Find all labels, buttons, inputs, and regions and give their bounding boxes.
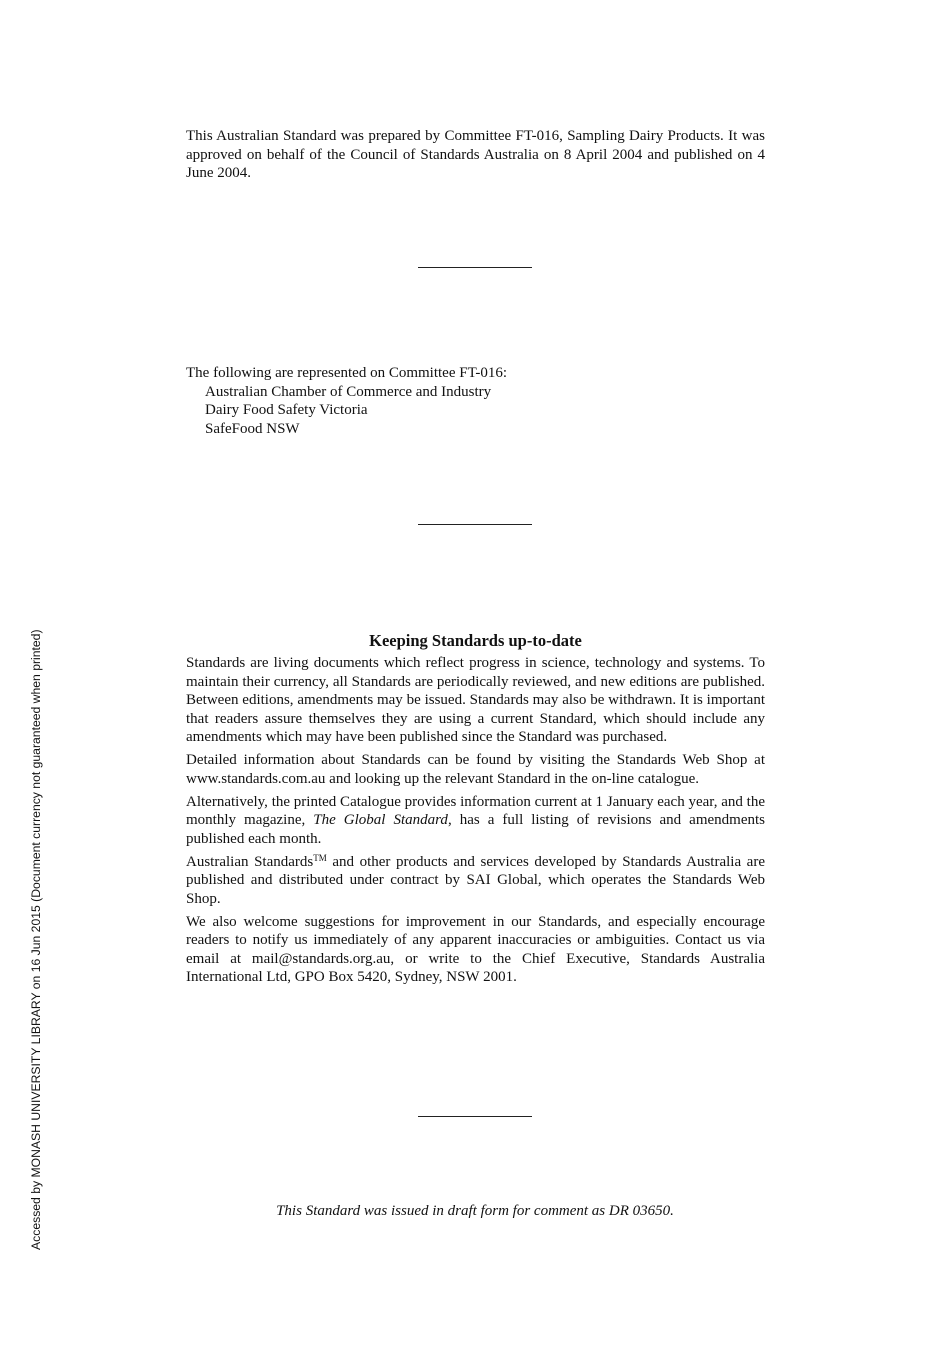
approval-statement: [186, 127, 765, 183]
divider: [418, 267, 532, 268]
paragraph: Standards are living documents which reflect progress in science, technology and systems. To maintain their currency, all Standards are periodically reviewed, and new editions are published. Between editions, amendments may be issued. Standards may also be withdrawn. It is important that readers assure themselves they are using a current Standard, which should include any amendments which may have been published since the Standard was purchased.: [186, 655, 765, 745]
trademark-mark: TM: [313, 852, 327, 863]
magazine-title: The Global Standard: [313, 812, 448, 828]
paragraph-text: and other products and services developed by Standards Australia are published and distributed under contract by SAI Global, which operates the Standards Web Shop.: [186, 853, 765, 907]
committee-member: Australian Chamber of Commerce and Industry: [205, 383, 492, 400]
paragraph: [186, 793, 765, 849]
divider: [418, 524, 532, 525]
committee-representation: [186, 364, 765, 438]
paragraph: [186, 853, 765, 909]
committee-member-list: [186, 383, 765, 439]
paragraph-text: Alternatively, the printed Catalogue provides information current at 1 January each year, and the monthly magazine,: [186, 793, 765, 828]
paragraph-text: , has a full listing of revisions and amendments published each month.: [186, 812, 765, 847]
paragraph: We also welcome suggestions for improvement in our Standards, and especially encourage readers to notify us immediately of any apparent inaccuracies or ambiguities. Contact us via email at mail@standards.org.au, or write to the Chief Executive, Standards Australia International Ltd, GPO Box 5420, Sydney, NSW 2001.: [186, 913, 765, 985]
approval-text: This Australian Standard was prepared by Committee FT-016, Sampling Dairy Products. It was approved on behalf of the Council of Standards Australia on 8 April 2004 and published on 4 June 2004.: [186, 128, 765, 181]
keeping-standards-section: [186, 631, 765, 991]
committee-member: Dairy Food Safety Victoria: [205, 402, 368, 418]
paragraph: Detailed information about Standards can be found by visiting the Standards Web Shop at www.standards.com.au and looking up the relevant Standard in the on-line catalogue.: [186, 752, 765, 787]
paragraph-text: Australian Standards: [186, 853, 314, 870]
draft-note: This Standard was issued in draft form for comment as DR 03650.: [276, 1203, 674, 1219]
divider: [418, 1116, 532, 1117]
committee-heading: The following are represented on Committee FT-016:: [186, 365, 508, 381]
access-watermark: Accessed by MONASH UNIVERSITY LIBRARY on 16 Jun 2015 (Document currency not guaranteed when printed): [29, 629, 43, 1250]
committee-member: SafeFood NSW: [205, 420, 300, 437]
section-title: Keeping Standards up-to-date: [369, 631, 582, 650]
